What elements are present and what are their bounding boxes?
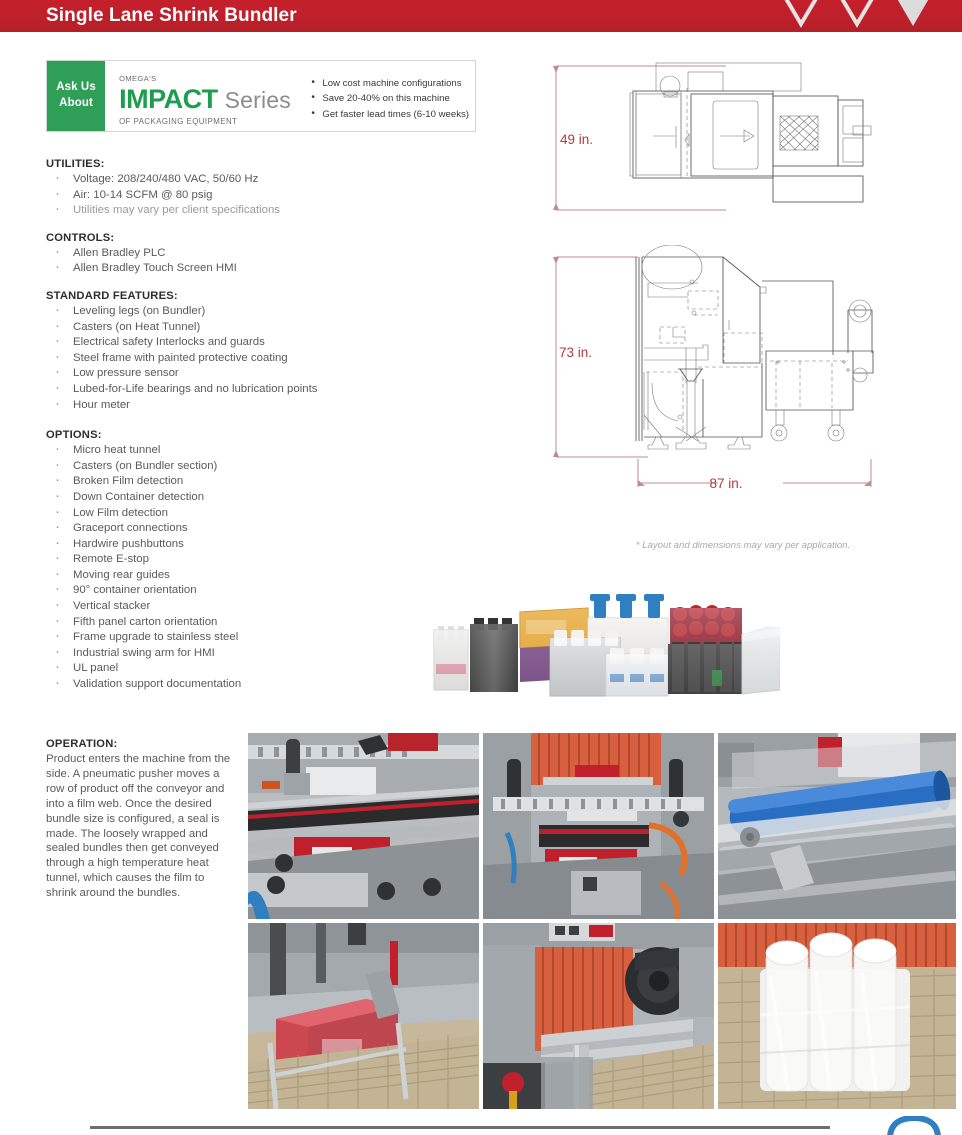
list-item: · Broken Film detection	[46, 474, 446, 490]
list-item: · Fifth panel carton orientation	[46, 615, 446, 631]
chevron-down-icon	[772, 0, 830, 32]
drawings-disclaimer: * Layout and dimensions may vary per application.	[635, 540, 851, 551]
list-item: · Vertical stacker	[46, 599, 446, 615]
brand-impact-label: IMPACT	[119, 83, 218, 114]
ask-us-about-promo[interactable]	[46, 60, 476, 132]
photo-shrink-wrapped-bottles[interactable]	[718, 923, 956, 1109]
operation-body-text: Product enters the machine from the side. A pneumatic pusher moves a row of product off the conveyor and into a film web. Once the desired bundle size is configured, a seal is made. The loosely wrapped and sealed bundles then get conveyed through a high temperature heat tunnel, which causes the film to shrink around the bundles.	[46, 753, 231, 900]
chevron-down-icon	[828, 0, 886, 32]
photo-film-web-seal-bar[interactable]	[483, 733, 714, 919]
machine-top-view-drawing	[548, 58, 938, 223]
page-title: Single Lane Shrink Bundler	[46, 5, 297, 26]
list-item: · Hardwire pushbuttons	[46, 537, 446, 553]
section-operation	[46, 738, 236, 901]
list-item: · Industrial swing arm for HMI	[46, 646, 446, 662]
list-item: · Frame upgrade to stainless steel	[46, 630, 446, 646]
machine-side-view-drawing	[548, 245, 938, 530]
product-bundles-photo	[428, 586, 780, 698]
photo-heat-tunnel-curtain[interactable]	[483, 923, 714, 1109]
list-item: · Graceport connections	[46, 521, 446, 537]
section-options	[46, 429, 446, 693]
list-item: · 90° container orientation	[46, 583, 446, 599]
list-item: · Lubed-for-Life bearings and no lubrication points	[46, 382, 446, 398]
photo-wrapped-red-carton[interactable]	[248, 923, 479, 1109]
list-item: · Electrical safety Interlocks and guards	[46, 335, 446, 351]
brand-series-label: Series	[224, 86, 291, 113]
photo-blue-film-roll[interactable]	[718, 733, 956, 919]
section-heading: UTILITIES:	[46, 158, 105, 170]
list-item: · Allen Bradley PLC	[46, 246, 446, 262]
utilities-list	[46, 172, 446, 219]
page-header-banner	[0, 0, 962, 32]
list-item: • Get faster lead times (6-10 weeks)	[311, 107, 469, 123]
list-item: · Steel frame with painted protective coating	[46, 351, 446, 367]
ask-line-2: About	[59, 97, 93, 109]
dimension-73in	[553, 257, 648, 457]
omega-arc-logo-icon	[884, 1116, 944, 1135]
list-item: · Air: 10-14 SCFM @ 80 psig	[46, 188, 446, 204]
dimension-label-73in: 73 in.	[559, 345, 593, 360]
ask-line-1: Ask Us	[56, 81, 96, 94]
specifications-column	[46, 158, 446, 706]
list-item: · UL panel	[46, 661, 446, 677]
list-item: · Utilities may vary per client specifications	[46, 203, 446, 219]
section-heading: CONTROLS:	[46, 231, 115, 244]
ask-us-about-tab	[47, 61, 105, 131]
standard-features-list	[46, 304, 446, 413]
dimension-87in	[638, 459, 871, 491]
list-item: · Casters (on Bundler section)	[46, 459, 446, 475]
impact-series-logo	[105, 61, 307, 131]
dimension-49in	[553, 66, 726, 210]
list-item: · Voltage: 208/240/480 VAC, 50/60 Hz	[46, 172, 446, 188]
photo-infeed-pusher-conveyor[interactable]	[248, 733, 479, 919]
list-item: · Down Container detection	[46, 490, 446, 506]
section-controls	[46, 232, 446, 277]
list-item: · Micro heat tunnel	[46, 443, 446, 459]
list-item: • Low cost machine configurations	[311, 76, 469, 92]
section-heading: OPTIONS:	[46, 429, 102, 442]
brand-owner-label: OMEGA'S	[119, 73, 157, 83]
list-item: · Hour meter	[46, 398, 446, 414]
list-item: · Remote E-stop	[46, 552, 446, 568]
list-item: · Moving rear guides	[46, 568, 446, 584]
list-item: • Save 20-40% on this machine	[311, 91, 469, 107]
list-item: · Casters (on Heat Tunnel)	[46, 320, 446, 336]
dimension-label-49in: 49 in.	[560, 132, 594, 147]
list-item: · Validation support documentation	[46, 677, 446, 693]
options-list	[46, 443, 446, 693]
photo-grid	[248, 733, 962, 1109]
section-utilities	[46, 158, 446, 219]
list-item: · Low Film detection	[46, 506, 446, 522]
chevron-down-icon-filled	[884, 0, 942, 32]
header-chevron-group	[762, 0, 962, 32]
section-heading: OPERATION:	[46, 738, 118, 750]
promo-bullet-list	[311, 76, 469, 123]
footer-divider	[90, 1126, 830, 1129]
dimension-label-87in: 87 in.	[709, 476, 743, 491]
brand-tagline: OF PACKAGING EQUIPMENT	[119, 116, 238, 126]
list-item: · Leveling legs (on Bundler)	[46, 304, 446, 320]
controls-list	[46, 246, 446, 277]
list-item: · Allen Bradley Touch Screen HMI	[46, 261, 446, 277]
section-standard-features	[46, 290, 446, 413]
list-item: · Low pressure sensor	[46, 366, 446, 382]
section-heading: STANDARD FEATURES:	[46, 289, 178, 302]
